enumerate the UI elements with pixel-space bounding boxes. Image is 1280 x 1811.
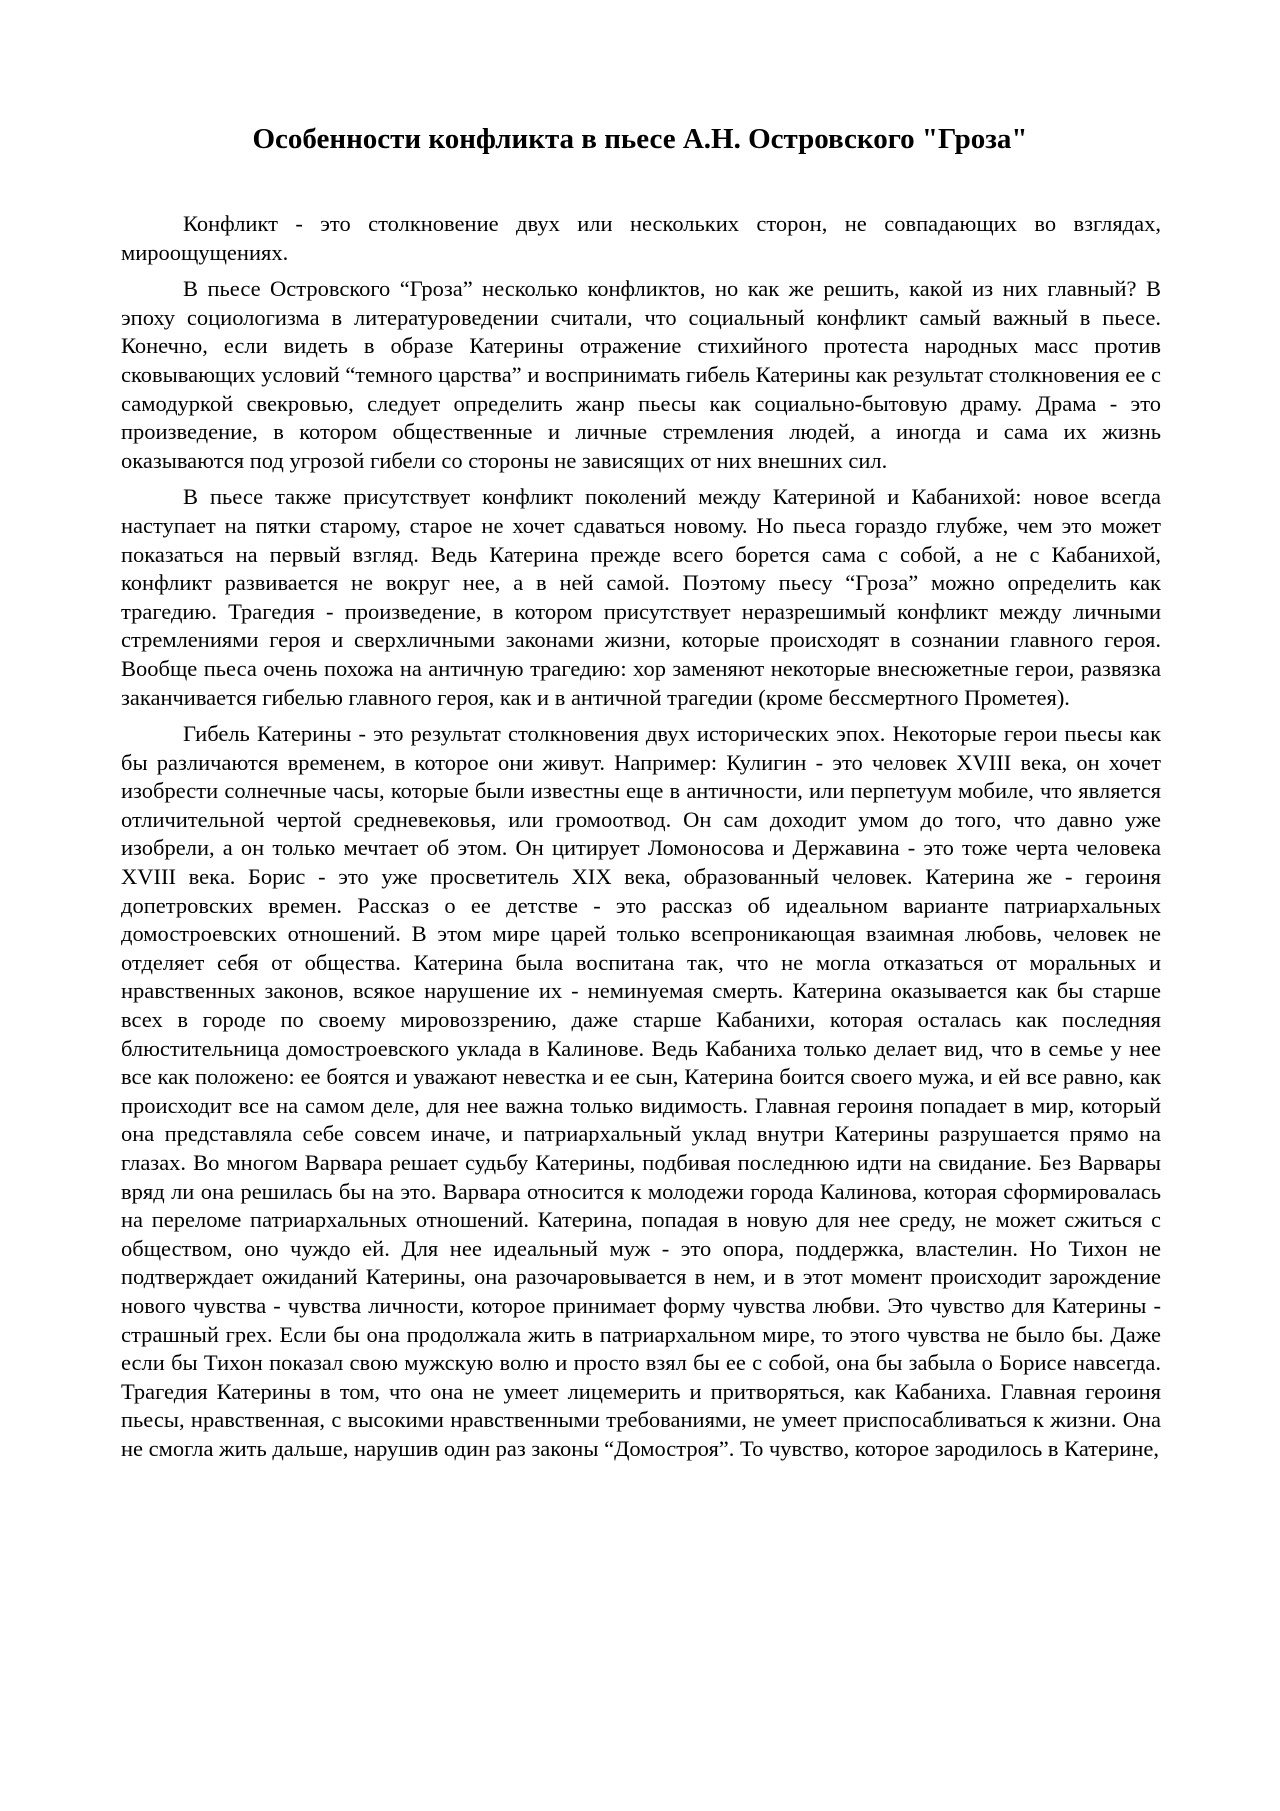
paragraph-historical-epochs: Гибель Катерины - это результат столкновения двух исторических эпох. Некоторые герои пьесы как бы различаются временем, в которое они живут. Например: Кулигин - это человек XVIII века, он хочет изобрести солнечные часы, которые были известны еще в античности, или перпетуум мобиле, что является отличительной чертой средневековья, или громоотвод. Он сам доходит умом до того, что давно уже изобрели, а он только мечтает об этом. Он цитирует Ломоносова и Державина - это тоже черта человека XVIII века. Борис - это уже просветитель XIX века, образованный человек. Катерина же - героиня допетровских времен. Рассказ о ее детстве - это рассказ об идеальном варианте патриархальных домостроевских отношений. В этом мире царей только всепроникающая взаимная любовь, человек не отделяет себя от общества. Катерина была воспитана так, что не могла отказаться от моральных и нравственных законов, всякое нарушение их - неминуемая смерть. Катерина оказывается как бы старше всех в городе по своему мировоззрению, даже старше Кабанихи, которая осталась как последняя блюстительница домостроевского уклада в Калинове. Ведь Кабаниха только делает вид, что в семье у нее все как положено: ее боятся и уважают невестка и ее сын, Катерина боится своего мужа, и ей все равно, как происходит все на самом деле, для нее важна только видимость. Главная героиня попадает в мир, который она представляла себе совсем иначе, и патриархальный уклад внутри Катерины разрушается прямо на глазах. Во многом Варвара решает судьбу Катерины, подбивая последнюю идти на свидание. Без Варвары вряд ли она решилась бы на это. Варвара относится к молодежи города Калинова, которая сформировалась на переломе патриархальных отношений. Катерина, попадая в новую для нее среду, не может сжиться с обществом, оно чуждо ей. Для нее идеальный муж - это опора, поддержка, властелин. Но Тихон не подтверждает ожиданий Катерины, она разочаровывается в нем, и в этот момент происходит зарождение нового чувства - чувства личности, которое принимает форму чувства любви. Это чувство для Катерины - страшный грех. Если бы она продолжала жить в патриархальном мире, то этого чувства не было бы. Даже если бы Тихон показал свою мужскую волю и просто взял бы ее с собой, она бы забыла о Борисе навсегда. Трагедия Катерины в том, что она не умеет лицемерить и притворяться, как Кабаниха. Главная героиня пьесы, нравственная, с высокими нравственными требованиями, не умеет приспосабливаться к жизни. Она не смогла жить дальше, нарушив один раз законы “Домостроя”. То чувство, которое зародилось в Катерине, bbox=[121, 721, 1161, 1461]
document-body bbox=[121, 210, 1161, 1472]
paragraph-generational-conflict: В пьесе также присутствует конфликт поколений между Катериной и Кабанихой: новое всегда наступает на пятки старому, старое не хочет сдаваться новому. Но пьеса гораздо глубже, чем это может показаться на первый взгляд. Ведь Катерина прежде всего борется сама с собой, а не с Кабанихой, конфликт развивается не вокруг нее, а в ней самой. Поэтому пьесу “Гроза” можно определить как трагедию. Трагедия - произведение, в котором присутствует неразрешимый конфликт между личными стремлениями героя и сверхличными законами жизни, которые происходят в сознании главного героя. Вообще пьеса очень похожа на античную трагедию: хор заменяют некоторые внесюжетные герои, развязка заканчивается гибелью главного героя, как и в античной трагедии (кроме бессмертного Прометея). bbox=[121, 484, 1161, 710]
paragraph-definition: Конфликт - это столкновение двух или нескольких сторон, не совпадающих во взглядах, мироощущениях. bbox=[121, 211, 1161, 265]
paragraph-social-conflict: В пьесе Островского “Гроза” несколько конфликтов, но как же решить, какой из них главный? В эпоху социологизма в литературоведении считали, что социальный конфликт самый важный в пьесе. Конечно, если видеть в образе Катерины отражение стихийного протеста народных масс против сковывающих условий “темного царства” и воспринимать гибель Катерины как результат столкновения ее с самодуркой свекровью, следует определить жанр пьесы как социально-бытовую драму. Драма - это произведение, в котором общественные и личные стремления людей, а иногда и сама их жизнь оказываются под угрозой гибели со стороны не зависящих от них внешних сил. bbox=[121, 276, 1161, 473]
document-title: Особенности конфликта в пьесе А.Н. Островского "Гроза" bbox=[252, 123, 1028, 155]
